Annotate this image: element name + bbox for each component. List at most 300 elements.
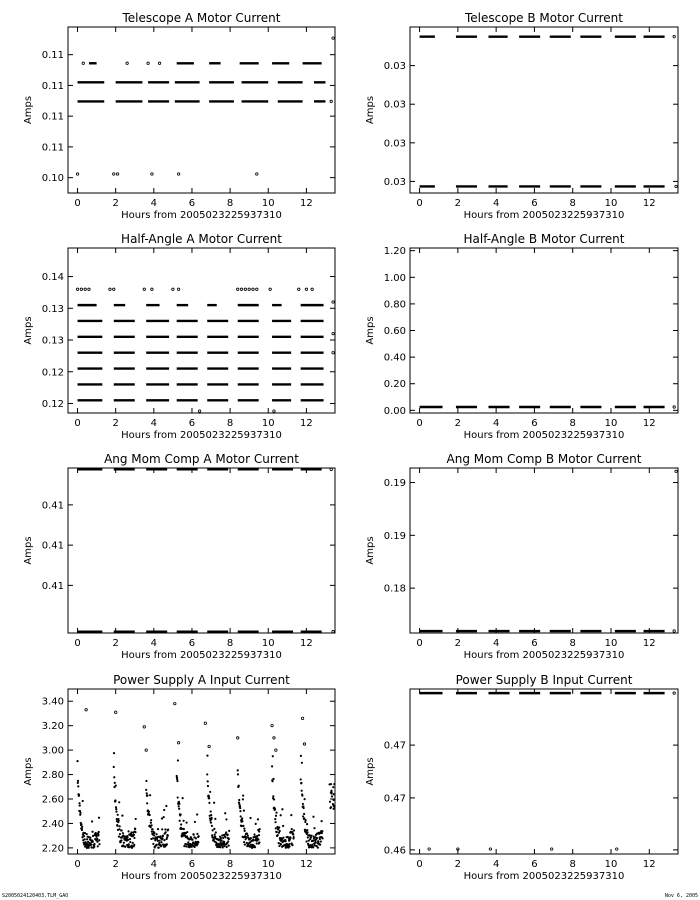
data-point <box>673 692 675 694</box>
data-point <box>143 726 145 728</box>
data-point <box>207 785 209 787</box>
chart-title: Half-Angle A Motor Current <box>121 232 282 246</box>
data-point <box>194 846 196 848</box>
data-point <box>247 835 249 837</box>
y-axis-label: Amps <box>23 757 34 786</box>
data-point <box>146 802 148 804</box>
data-point <box>243 841 245 843</box>
data-point <box>276 831 278 833</box>
data-point <box>118 819 120 821</box>
data-point <box>123 842 125 844</box>
data-point <box>76 173 78 175</box>
y-axis-label: Amps <box>23 95 34 125</box>
chart-title: Power Supply B Input Current <box>455 673 633 687</box>
data-point <box>150 822 152 824</box>
data-point <box>237 773 239 775</box>
data-point <box>237 737 239 739</box>
x-tick-label: 10 <box>261 638 275 649</box>
data-point <box>126 62 128 64</box>
data-point <box>149 794 151 796</box>
data-point <box>675 185 677 187</box>
data-point <box>155 833 157 835</box>
x-tick-label: 10 <box>261 418 275 429</box>
data-point <box>165 805 167 807</box>
data-point <box>210 822 212 824</box>
x-tick-label: 2 <box>112 198 119 209</box>
data-point <box>127 839 129 841</box>
y-axis-label: Amps <box>23 316 34 345</box>
x-axis-label: Hours from 2005023225937310 <box>463 210 625 221</box>
data-point <box>313 827 315 829</box>
data-point <box>227 834 229 836</box>
data-point <box>118 836 120 838</box>
data-point <box>228 838 230 840</box>
x-tick-label: 12 <box>300 418 313 429</box>
data-point <box>243 828 245 830</box>
data-point <box>213 839 215 841</box>
data-point <box>241 817 243 819</box>
data-point <box>312 816 314 818</box>
data-point <box>301 794 303 796</box>
data-point <box>315 841 317 843</box>
x-tick-label: 0 <box>416 638 423 649</box>
data-point <box>253 833 255 835</box>
data-point <box>158 846 160 848</box>
data-point <box>290 814 292 816</box>
data-point <box>82 62 84 64</box>
x-tick-label: 2 <box>112 859 119 870</box>
data-point <box>128 843 130 845</box>
data-point <box>224 836 226 838</box>
data-point <box>84 838 86 840</box>
y-tick-label: 0.03 <box>383 99 406 111</box>
data-point <box>271 765 273 767</box>
data-point <box>320 840 322 842</box>
data-point <box>256 842 258 844</box>
plot-frame <box>410 468 678 633</box>
plot-frame <box>410 689 678 854</box>
data-point <box>331 795 333 797</box>
x-tick-label: 8 <box>226 418 234 429</box>
y-tick-label: 2.20 <box>41 843 64 855</box>
data-point <box>225 818 227 820</box>
data-point <box>332 808 334 810</box>
data-point <box>95 836 97 838</box>
data-point <box>303 813 305 815</box>
data-point <box>91 820 93 822</box>
data-point <box>330 792 332 794</box>
y-tick-label: 0.13 <box>41 303 64 315</box>
y-tick-label: 3.00 <box>41 745 64 757</box>
data-point <box>116 173 118 175</box>
data-point <box>238 785 240 787</box>
data-point <box>79 814 81 816</box>
data-point <box>178 808 180 810</box>
y-tick-label: 2.80 <box>41 770 64 782</box>
data-point <box>242 794 244 796</box>
x-axis-label: Hours from 2005023225937310 <box>121 210 282 221</box>
data-point <box>114 799 116 801</box>
y-tick-label: 0.12 <box>41 398 64 410</box>
data-point <box>275 815 277 817</box>
data-point <box>306 829 308 831</box>
data-point <box>293 829 295 831</box>
data-point <box>208 797 210 799</box>
data-point <box>160 841 162 843</box>
y-tick-label: 0.12 <box>41 367 64 379</box>
data-point <box>291 844 293 846</box>
data-point <box>288 843 290 845</box>
data-point <box>244 288 246 290</box>
data-point <box>119 825 121 827</box>
data-point <box>98 817 100 819</box>
y-tick-label: 0.60 <box>383 326 406 337</box>
data-point <box>160 844 162 846</box>
data-point <box>146 794 148 796</box>
data-point <box>301 790 303 792</box>
data-point <box>273 410 275 412</box>
data-point <box>256 173 258 175</box>
data-point <box>115 785 117 787</box>
y-tick-label: 0.41 <box>41 580 64 592</box>
data-point <box>243 810 245 812</box>
y-tick-label: 0.13 <box>41 335 64 347</box>
data-point <box>332 301 334 303</box>
data-point <box>151 173 153 175</box>
data-point <box>332 630 334 632</box>
data-point <box>206 755 208 757</box>
y-tick-label: 0.03 <box>383 138 406 150</box>
y-tick-label: 0.11 <box>41 111 64 123</box>
x-tick-label: 0 <box>74 859 81 870</box>
data-point <box>163 816 165 818</box>
data-point <box>135 818 137 820</box>
x-tick-label: 10 <box>604 859 618 870</box>
data-point <box>272 795 274 797</box>
data-point <box>272 778 274 780</box>
data-point <box>226 846 228 848</box>
y-tick-label: 0.10 <box>41 173 64 185</box>
y-axis-label: Amps <box>365 757 376 786</box>
data-point <box>322 837 324 839</box>
x-tick-label: 12 <box>300 859 313 870</box>
data-point <box>120 839 122 841</box>
chart-title: Power Supply A Input Current <box>113 673 290 687</box>
data-point <box>84 288 86 290</box>
data-point <box>79 804 81 806</box>
data-point <box>198 410 200 412</box>
data-point <box>330 790 332 792</box>
data-point <box>178 805 180 807</box>
x-tick-label: 6 <box>531 638 538 649</box>
y-tick-label: 0.19 <box>383 530 406 542</box>
x-tick-label: 6 <box>531 859 538 870</box>
x-tick-label: 10 <box>604 638 618 649</box>
data-point <box>271 724 273 726</box>
data-point <box>81 826 83 828</box>
x-tick-label: 2 <box>112 638 119 649</box>
data-point <box>163 809 165 811</box>
data-point <box>79 812 81 814</box>
data-point <box>152 843 154 845</box>
data-point <box>250 837 252 839</box>
data-point <box>219 846 221 848</box>
data-point <box>145 749 147 751</box>
data-point <box>196 833 198 835</box>
data-point <box>83 835 85 837</box>
data-point <box>134 828 136 830</box>
data-point <box>249 817 251 819</box>
data-point <box>239 805 241 807</box>
data-point <box>291 828 293 830</box>
data-point <box>86 838 88 840</box>
plot-frame <box>68 689 335 854</box>
data-point <box>96 838 98 840</box>
chart-panel-7 <box>68 689 336 854</box>
data-point <box>311 288 313 290</box>
data-point <box>134 831 136 833</box>
chart-panel-6 <box>410 468 678 633</box>
data-point <box>214 834 216 836</box>
data-point <box>332 805 334 807</box>
data-point <box>273 798 275 800</box>
data-point <box>240 288 242 290</box>
data-point <box>176 778 178 780</box>
data-point <box>153 832 155 834</box>
data-point <box>329 801 331 803</box>
y-tick-label: 0.18 <box>383 583 406 595</box>
data-point <box>300 782 302 784</box>
data-point <box>117 814 119 816</box>
data-point <box>148 810 150 812</box>
data-point <box>316 837 318 839</box>
x-tick-label: 10 <box>604 418 618 429</box>
data-point <box>161 817 163 819</box>
data-point <box>246 842 248 844</box>
x-tick-label: 2 <box>454 638 462 649</box>
data-point <box>332 352 334 354</box>
data-point <box>116 825 118 827</box>
x-axis-label: Hours from 2005023225937310 <box>121 650 282 661</box>
data-point <box>489 848 491 850</box>
data-point <box>289 837 291 839</box>
data-point <box>303 743 305 745</box>
data-point <box>151 288 153 290</box>
data-point <box>133 837 135 839</box>
data-point <box>259 828 261 830</box>
data-point <box>330 783 332 785</box>
y-tick-label: 0.80 <box>383 299 406 311</box>
data-point <box>312 846 314 848</box>
data-point <box>332 37 334 39</box>
footer-file-name: S2005024120403.TLM_GAO <box>2 893 69 899</box>
data-point <box>78 802 80 804</box>
y-tick-label: 1.20 <box>383 246 406 258</box>
data-point <box>161 828 163 830</box>
data-point <box>675 470 677 472</box>
x-tick-label: 12 <box>642 418 656 429</box>
data-point <box>275 749 277 751</box>
data-point <box>282 837 284 839</box>
chart-title: Half-Angle B Motor Current <box>463 232 625 246</box>
data-point <box>85 709 87 711</box>
data-point <box>152 837 154 839</box>
data-point <box>178 803 180 805</box>
data-point <box>98 843 100 845</box>
data-point <box>191 839 193 841</box>
data-point <box>305 288 307 290</box>
data-point <box>258 834 260 836</box>
data-point <box>257 839 259 841</box>
y-tick-label: 1.00 <box>383 272 406 284</box>
chart-panel-8 <box>410 689 678 854</box>
chart-panel-1 <box>68 27 335 193</box>
data-point <box>330 100 332 102</box>
y-tick-label: 0.11 <box>41 50 64 62</box>
x-tick-label: 4 <box>150 859 158 870</box>
data-point <box>220 839 222 841</box>
data-point <box>182 797 184 799</box>
data-point <box>228 845 230 847</box>
x-tick-label: 12 <box>300 638 313 649</box>
data-point <box>279 830 281 832</box>
y-tick-label: 2.60 <box>41 794 64 806</box>
data-point <box>156 844 158 846</box>
data-point <box>198 835 200 837</box>
data-point <box>257 818 259 820</box>
data-point <box>242 825 244 827</box>
data-point <box>310 835 312 837</box>
data-point <box>240 815 242 817</box>
x-tick-label: 10 <box>261 859 275 870</box>
data-point <box>98 831 100 833</box>
data-point <box>151 824 153 826</box>
data-point <box>306 831 308 833</box>
data-point <box>254 846 256 848</box>
x-tick-label: 0 <box>74 418 81 429</box>
data-point <box>300 778 302 780</box>
data-point <box>115 811 117 813</box>
data-point <box>206 773 208 775</box>
data-point <box>239 810 241 812</box>
data-point <box>162 835 164 837</box>
data-point <box>252 288 254 290</box>
data-point <box>298 288 300 290</box>
y-tick-label: 0.11 <box>41 80 64 92</box>
data-point <box>281 838 283 840</box>
x-tick-label: 0 <box>74 638 81 649</box>
data-point <box>281 808 283 810</box>
data-point <box>213 802 215 804</box>
data-point <box>280 843 282 845</box>
data-point <box>177 288 179 290</box>
data-point <box>186 831 188 833</box>
data-point <box>113 766 115 768</box>
data-point <box>121 815 123 817</box>
data-point <box>673 630 675 632</box>
data-point <box>89 836 91 838</box>
chart-panel-4 <box>410 248 678 413</box>
y-tick-label: 3.40 <box>41 696 64 708</box>
x-tick-label: 10 <box>261 198 275 209</box>
data-point <box>332 786 334 788</box>
data-point <box>302 803 304 805</box>
data-point <box>224 812 226 814</box>
data-point <box>239 807 241 809</box>
x-tick-label: 8 <box>226 638 234 649</box>
data-point <box>330 468 332 470</box>
y-tick-label: 0.41 <box>41 500 64 512</box>
data-point <box>153 834 155 836</box>
data-point <box>149 814 151 816</box>
x-tick-label: 8 <box>569 198 576 209</box>
y-axis-label: Amps <box>23 536 34 565</box>
data-point <box>93 843 95 845</box>
data-point <box>220 837 222 839</box>
data-point <box>196 813 198 815</box>
data-point <box>185 845 187 847</box>
data-point <box>113 288 115 290</box>
data-point <box>225 831 227 833</box>
data-point <box>163 839 165 841</box>
data-point <box>330 806 332 808</box>
data-point <box>211 825 213 827</box>
data-point <box>211 817 213 819</box>
data-point <box>312 840 314 842</box>
data-point <box>90 844 92 846</box>
data-point <box>333 793 335 795</box>
data-point <box>212 829 214 831</box>
x-tick-label: 4 <box>150 418 158 429</box>
x-tick-label: 8 <box>226 859 234 870</box>
data-point <box>673 406 675 408</box>
data-point <box>77 780 79 782</box>
data-point <box>129 838 131 840</box>
data-point <box>317 847 319 849</box>
data-point <box>113 173 115 175</box>
y-tick-label: 3.20 <box>41 721 64 733</box>
data-point <box>91 831 93 833</box>
data-point <box>118 801 120 803</box>
data-point <box>209 791 211 793</box>
data-point <box>274 821 276 823</box>
y-tick-label: 0.41 <box>41 540 64 552</box>
data-point <box>228 830 230 832</box>
data-point <box>172 288 174 290</box>
x-tick-label: 2 <box>112 418 119 429</box>
x-tick-label: 12 <box>642 638 656 649</box>
data-point <box>129 841 131 843</box>
data-point <box>177 759 179 761</box>
chart-title: Telescope B Motor Current <box>464 11 624 25</box>
data-point <box>293 836 295 838</box>
x-tick-label: 2 <box>454 198 462 209</box>
y-tick-label: 0.03 <box>383 176 406 188</box>
data-point <box>176 780 178 782</box>
data-point <box>132 842 134 844</box>
x-tick-label: 8 <box>569 859 576 870</box>
plot-frame <box>410 248 678 413</box>
data-point <box>300 755 302 757</box>
data-point <box>124 846 126 848</box>
data-point <box>306 823 308 825</box>
data-point <box>210 814 212 816</box>
data-point <box>193 834 195 836</box>
data-point <box>98 839 100 841</box>
data-point <box>301 717 303 719</box>
data-point <box>275 812 277 814</box>
data-point <box>80 823 82 825</box>
